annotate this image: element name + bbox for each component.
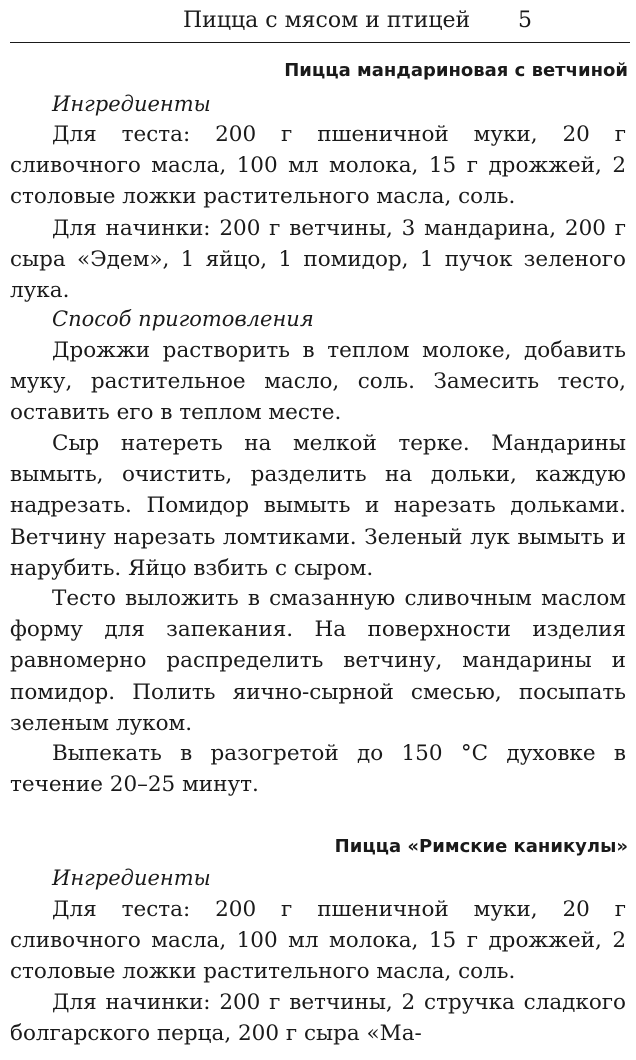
method-step-paragraph: Тесто выложить в смазанную сливочным маслом форму для запекания. На поверхности изделия равномерно распределить ветчину, мандарины и помидор. Полить яично-сырной смесью, посыпать зеленым луком. [10,586,626,736]
running-head-title: Пицца с мясом и птицей [183,8,471,33]
header-rule [10,42,630,43]
ingredients-dough-paragraph: Для теста: 200 г пшеничной муки, 20 г сливочного масла, 100 мл молока, 15 г дрожжей, 2 столовые ложки растительного масла, соль. [10,897,626,985]
ingredients-label: Ингредиенты [52,866,211,890]
ingredients-filling-paragraph: Для начинки: 200 г ветчины, 2 стручка сладкого болгарского перца, 200 г сыра «Ма- [10,990,626,1047]
recipe-title: Пицца «Римские каникулы» [334,836,628,857]
recipe-title: Пицца мандариновая с ветчиной [284,60,628,81]
method-step-paragraph: Дрожжи растворить в теплом молоке, добавить муку, растительное масло, соль. Замесить тесто, оставить его в теплом месте. [10,338,626,426]
method-step-paragraph: Выпекать в разогретой до 150 °С духовке в течение 20–25 минут. [10,741,626,798]
ingredients-dough-paragraph: Для теста: 200 г пшеничной муки, 20 г сливочного масла, 100 мл молока, 15 г дрожжей, 2 столовые ложки растительного масла, соль. [10,122,626,210]
ingredients-filling-paragraph: Для начинки: 200 г ветчины, 3 мандарина, 200 г сыра «Эдем», 1 яйцо, 1 помидор, 1 пучок зеленого лука. [10,216,626,304]
page-number: 5 [518,8,532,33]
method-step-paragraph: Сыр натереть на мелкой терке. Мандарины вымыть, очистить, разделить на дольки, каждую надрезать. Помидор вымыть и нарезать дольками. Ветчину нарезать ломтиками. Зеленый лук вымыть и нарубить. Яйцо взбить с сыром. [10,431,626,581]
method-label: Способ приготовления [52,307,314,331]
ingredients-label: Ингредиенты [52,92,211,116]
